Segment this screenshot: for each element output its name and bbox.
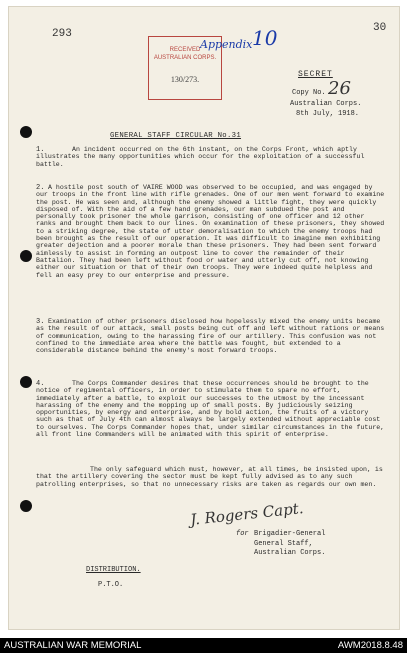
- signature-line-1: Brigadier-General: [254, 530, 326, 538]
- paragraph-5: The only safeguard which must, however, at all times, be insisted upon, is that the artillery covering the sector must be kept fully advised as to any such patrolling enterprises, so that no unnecessary risks are taken as regards our own men.: [36, 466, 383, 488]
- footer-reference: AWM2018.8.48: [337, 640, 403, 651]
- paragraph-number: 2.: [36, 184, 45, 192]
- appendix-number: 10: [252, 26, 278, 50]
- signature-block: [254, 530, 325, 559]
- paragraph-number: 3.: [36, 318, 45, 326]
- punch-hole: [20, 126, 32, 138]
- page-number-left: 293: [52, 28, 72, 40]
- stamp-line-1: RECEIVED: [169, 47, 201, 53]
- handwritten-signature: J. Rogers Capt.: [189, 499, 305, 529]
- org-line: Australian Corps.: [290, 100, 362, 108]
- signature-line-3: Australian Corps.: [254, 549, 326, 557]
- signature-line-2: General Staff,: [254, 539, 313, 548]
- copy-number: 26: [328, 78, 351, 99]
- appendix-label: Appendix: [200, 38, 253, 51]
- pto-note: P.T.O.: [98, 581, 124, 589]
- stamp-number: 130/273.: [170, 75, 200, 84]
- date-line: 8th July, 1918.: [296, 110, 360, 118]
- signature-for: for: [236, 530, 249, 538]
- paragraph-1: An incident occurred on the 6th instant, on the Corps Front, which aptly illustrates the many opportunities which occur for the exploitation of a successful battle.: [36, 146, 365, 168]
- circular-title: GENERAL STAFF CIRCULAR No.31: [110, 132, 242, 140]
- paragraph-2: A hostile post south of VAIRE WOOD was observed to be occupied, and was engaged by our troops in the front line with rifle grenades. One of our men went forward to examine the post. He was seen and, although the enemy showed a little fight, they were quickly disposed of. With the aid of a few hand grenades, our man subdued the post and personally took prisoner the whole garrison, consisting of one officer and 12 other ranks and brought them back to our lines. On examination of these prisoners, they showed to a striking degree, the state of utter demoralisation to which the enemy troops had been brought as the result of our operation. It was difficult to imagine men exhibiting greater dejection and a poorer morale than these prisoners. They had been sent forward aimlessly to assist in forming an outpost line to cover the remainder of their Battalion. They had been left without food or water and utterly cut off, not knowing either our situation or that of their own troops. They were indeed quite helpless and fell an easy prey to our enterprise and pressure.: [36, 184, 385, 279]
- paragraph-number: 1.: [36, 146, 45, 154]
- paragraph-number: 4.: [36, 380, 45, 388]
- distribution-heading: DISTRIBUTION.: [86, 566, 141, 574]
- punch-hole: [20, 250, 32, 262]
- punch-hole: [20, 376, 32, 388]
- secret-label: SECRET: [298, 70, 333, 79]
- page-number-right: 30: [373, 22, 387, 34]
- archive-footer: [0, 638, 407, 653]
- paragraph-4: The Corps Commander desires that these occurrences should be brought to the notice of regimental officers, in order to stimulate them to spare no effort, immediately after a battle, to exploit our successes to the utmost by the incessant harassing of the enemy and the mopping up of small posts. By judiciously seizing opportunities, by energy and enterprise, and by bold action, the fruits of a victory such as that of July 4th can almost always be largely extended without appreciable cost to ourselves. The Corps Commander hopes that, under similar circumstances in the future, all front line Commanders will be animated with this spirit of enterprise.: [36, 380, 385, 439]
- stamp-line-2: AUSTRALIAN CORPS.: [153, 55, 217, 61]
- footer-institution: AUSTRALIAN WAR MEMORIAL: [4, 640, 142, 651]
- punch-hole: [20, 500, 32, 512]
- paragraph-3: Examination of other prisoners disclosed how hopelessly mixed the enemy units became as the result of our attack, small posts being cut off and left without rations or means of communication, owing to the harassing fire of our artillery. This confusion was not confined to the immediate area where the battle was fought, but extended to a considerable distance behind the enemy's most forward troops.: [36, 318, 385, 355]
- copy-label: Copy No.: [292, 89, 326, 97]
